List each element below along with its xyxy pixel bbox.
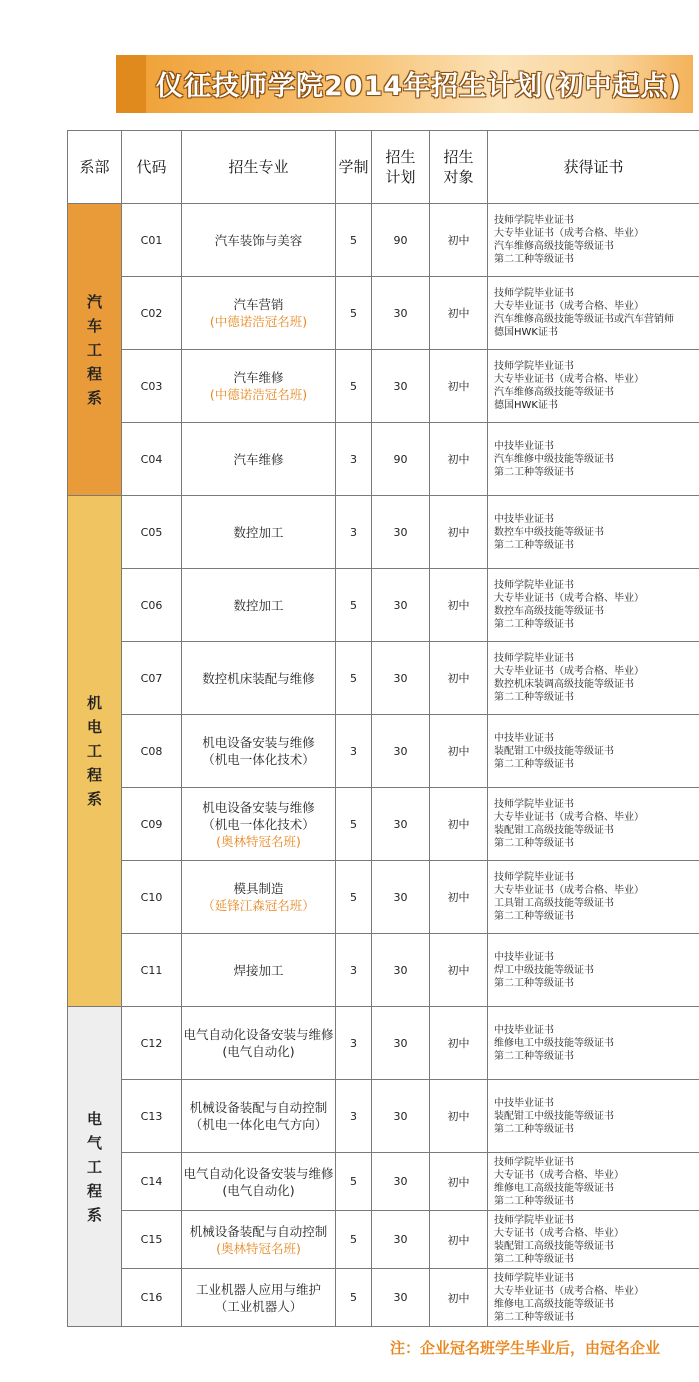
years-cell: 3 bbox=[336, 1007, 372, 1080]
certificate-item: 大专证书（成考合格、毕业） bbox=[494, 1227, 624, 1239]
certificate-item: 第二工种等级证书 bbox=[494, 1311, 574, 1323]
title-banner bbox=[116, 55, 693, 113]
certificates-cell bbox=[488, 277, 699, 350]
certificate-item: 技师学院毕业证书 bbox=[494, 361, 574, 372]
plan-cell: 30 bbox=[372, 1153, 430, 1211]
certificates-cell bbox=[488, 496, 699, 569]
certificate-item: 第二工种等级证书 bbox=[494, 1050, 574, 1062]
certificates-cell bbox=[488, 1269, 699, 1327]
certificate-item: 汽车维修高级技能等级证书 bbox=[494, 241, 614, 252]
target-cell: 初中 bbox=[430, 1269, 488, 1327]
plan-cell: 30 bbox=[372, 1211, 430, 1269]
certificate-item: 大专毕业证书（成考合格、毕业） bbox=[494, 228, 644, 239]
department-cell: 电 气 工 程 系 bbox=[68, 1007, 122, 1327]
code-cell: C12 bbox=[122, 1007, 182, 1080]
header-dept: 系部 bbox=[68, 131, 122, 204]
target-cell: 初中 bbox=[430, 277, 488, 350]
major-cell: 电气自动化设备安装与维修 (电气自动化) bbox=[182, 1153, 336, 1211]
certificate-item: 大专毕业证书（成考合格、毕业） bbox=[494, 885, 644, 896]
major-cell: 焊接加工 bbox=[182, 934, 336, 1007]
table-row bbox=[68, 1153, 699, 1211]
certificates-cell bbox=[488, 788, 699, 861]
major-cell: 机电设备安装与维修 （机电一体化技术） bbox=[182, 715, 336, 788]
years-cell: 3 bbox=[336, 934, 372, 1007]
table-row bbox=[68, 277, 699, 350]
code-cell: C05 bbox=[122, 496, 182, 569]
code-cell: C04 bbox=[122, 423, 182, 496]
header-row bbox=[68, 131, 699, 204]
code-cell: C15 bbox=[122, 1211, 182, 1269]
certificate-item: 大专毕业证书（成考合格、毕业） bbox=[494, 374, 644, 385]
certificates-cell bbox=[488, 204, 699, 277]
code-cell: C02 bbox=[122, 277, 182, 350]
table-row bbox=[68, 204, 699, 277]
certificate-item: 第二工种等级证书 bbox=[494, 911, 574, 922]
target-cell: 初中 bbox=[430, 423, 488, 496]
plan-cell: 90 bbox=[372, 423, 430, 496]
target-cell: 初中 bbox=[430, 204, 488, 277]
major-cell: 工业机器人应用与维护 （工业机器人） bbox=[182, 1269, 336, 1327]
years-cell: 5 bbox=[336, 1211, 372, 1269]
certificate-item: 第二工种等级证书 bbox=[494, 977, 574, 989]
certificate-item: 中技毕业证书 bbox=[494, 513, 554, 525]
target-cell: 初中 bbox=[430, 642, 488, 715]
code-cell: C13 bbox=[122, 1080, 182, 1153]
target-cell: 初中 bbox=[430, 1153, 488, 1211]
code-cell: C01 bbox=[122, 204, 182, 277]
certificate-item: 第二工种等级证书 bbox=[494, 619, 574, 630]
table-row bbox=[68, 350, 699, 423]
certificate-item: 技师学院毕业证书 bbox=[494, 580, 574, 591]
certificate-item: 中技毕业证书 bbox=[494, 1024, 554, 1036]
table-row bbox=[68, 1080, 699, 1153]
target-cell: 初中 bbox=[430, 861, 488, 934]
target-cell: 初中 bbox=[430, 1007, 488, 1080]
table-row bbox=[68, 1007, 699, 1080]
plan-cell: 30 bbox=[372, 788, 430, 861]
target-cell: 初中 bbox=[430, 1080, 488, 1153]
sponsor-label: （延锋江森冠名班） bbox=[202, 898, 315, 913]
certificate-item: 装配钳工中级技能等级证书 bbox=[494, 1110, 614, 1122]
target-cell: 初中 bbox=[430, 1211, 488, 1269]
certificate-item: 焊工中级技能等级证书 bbox=[494, 964, 594, 976]
certificate-item: 汽车维修高级技能等级证书 bbox=[494, 387, 614, 398]
plan-cell: 30 bbox=[372, 715, 430, 788]
certificate-item: 技师学院毕业证书 bbox=[494, 1156, 574, 1168]
years-cell: 5 bbox=[336, 204, 372, 277]
table-row bbox=[68, 715, 699, 788]
certificate-item: 第二工种等级证书 bbox=[494, 758, 574, 770]
code-cell: C11 bbox=[122, 934, 182, 1007]
certificate-item: 汽车维修高级技能等级证书或汽车营销师 bbox=[494, 314, 674, 325]
table-row bbox=[68, 642, 699, 715]
certificate-item: 中技毕业证书 bbox=[494, 732, 554, 744]
header-code: 代码 bbox=[122, 131, 182, 204]
certificate-item: 技师学院毕业证书 bbox=[494, 653, 574, 664]
certificate-item: 大专证书（成考合格、毕业） bbox=[494, 1169, 624, 1181]
header-target: 招生 对象 bbox=[430, 131, 488, 204]
certificate-item: 中技毕业证书 bbox=[494, 440, 554, 452]
header-major: 招生专业 bbox=[182, 131, 336, 204]
sponsor-label: (奥林特冠名班) bbox=[216, 1240, 301, 1256]
certificates-cell bbox=[488, 1153, 699, 1211]
certificate-item: 维修电工高级技能等级证书 bbox=[494, 1298, 614, 1310]
department-cell: 汽 车 工 程 系 bbox=[68, 204, 122, 496]
years-cell: 5 bbox=[336, 1269, 372, 1327]
certificates-cell bbox=[488, 569, 699, 642]
certificate-item: 数控机床装调高级技能等级证书 bbox=[494, 679, 634, 690]
plan-cell: 30 bbox=[372, 277, 430, 350]
major-cell: 机械设备装配与自动控制 (奥林特冠名班) bbox=[182, 1211, 336, 1269]
certificate-item: 技师学院毕业证书 bbox=[494, 799, 574, 810]
major-cell: 数控机床装配与维修 bbox=[182, 642, 336, 715]
target-cell: 初中 bbox=[430, 788, 488, 861]
years-cell: 5 bbox=[336, 569, 372, 642]
certificate-item: 大专毕业证书（成考合格、毕业） bbox=[494, 666, 644, 677]
footnote: 注：企业冠名班学生毕业后，由冠名企业 bbox=[390, 1339, 661, 1357]
years-cell: 3 bbox=[336, 423, 372, 496]
page-title: 仪征技师学院2014年招生计划(初中起点) bbox=[156, 71, 682, 102]
certificate-item: 装配钳工高级技能等级证书 bbox=[494, 825, 614, 836]
major-cell: 电气自动化设备安装与维修 (电气自动化) bbox=[182, 1007, 336, 1080]
certificate-item: 技师学院毕业证书 bbox=[494, 1272, 574, 1284]
sponsor-label: (中德诺浩冠名班) bbox=[209, 387, 308, 402]
plan-cell: 30 bbox=[372, 496, 430, 569]
header-plan: 招生 计划 bbox=[372, 131, 430, 204]
certificate-item: 汽车维修中级技能等级证书 bbox=[494, 453, 614, 465]
table-row bbox=[68, 496, 699, 569]
table-row bbox=[68, 861, 699, 934]
code-cell: C07 bbox=[122, 642, 182, 715]
certificate-item: 维修电工高级技能等级证书 bbox=[494, 1182, 614, 1194]
years-cell: 3 bbox=[336, 496, 372, 569]
major-cell: 数控加工 bbox=[182, 569, 336, 642]
plan-cell: 30 bbox=[372, 642, 430, 715]
certificate-item: 第二工种等级证书 bbox=[494, 1195, 574, 1207]
certificate-item: 第二工种等级证书 bbox=[494, 1123, 574, 1135]
major-cell: 汽车营销 (中德诺浩冠名班) bbox=[182, 277, 336, 350]
table-row bbox=[68, 788, 699, 861]
certificate-item: 技师学院毕业证书 bbox=[494, 288, 574, 299]
certificates-cell bbox=[488, 350, 699, 423]
certificate-item: 技师学院毕业证书 bbox=[494, 1214, 574, 1226]
plan-cell: 30 bbox=[372, 569, 430, 642]
certificate-item: 装配钳工高级技能等级证书 bbox=[494, 1240, 614, 1252]
certificate-item: 大专毕业证书（成考合格、毕业） bbox=[494, 301, 644, 312]
certificate-item: 中技毕业证书 bbox=[494, 1097, 554, 1109]
certificates-cell bbox=[488, 642, 699, 715]
plan-cell: 30 bbox=[372, 1080, 430, 1153]
major-cell: 机电设备安装与维修 （机电一体化技术） (奥林特冠名班) bbox=[182, 788, 336, 861]
sponsor-label: (奥林特冠名班) bbox=[216, 833, 301, 849]
code-cell: C14 bbox=[122, 1153, 182, 1211]
table-row bbox=[68, 934, 699, 1007]
certificate-item: 数控车中级技能等级证书 bbox=[494, 526, 604, 538]
years-cell: 5 bbox=[336, 861, 372, 934]
banner-accent-bar bbox=[116, 55, 146, 113]
certificate-item: 大专毕业证书（成考合格、毕业） bbox=[494, 812, 644, 823]
major-cell: 汽车维修 (中德诺浩冠名班) bbox=[182, 350, 336, 423]
header-years: 学制 bbox=[336, 131, 372, 204]
sponsor-label: (中德诺浩冠名班) bbox=[209, 314, 308, 329]
certificate-item: 德国HWK证书 bbox=[494, 400, 558, 411]
certificate-item: 大专毕业证书（成考合格、毕业） bbox=[494, 593, 644, 604]
major-cell: 汽车维修 bbox=[182, 423, 336, 496]
code-cell: C06 bbox=[122, 569, 182, 642]
plan-cell: 30 bbox=[372, 350, 430, 423]
table-row bbox=[68, 569, 699, 642]
enrollment-table-wrapper bbox=[67, 130, 699, 1330]
table-row bbox=[68, 1211, 699, 1269]
enrollment-table bbox=[67, 130, 699, 1327]
certificate-item: 技师学院毕业证书 bbox=[494, 215, 574, 226]
certificates-cell bbox=[488, 861, 699, 934]
years-cell: 3 bbox=[336, 715, 372, 788]
code-cell: C03 bbox=[122, 350, 182, 423]
department-cell: 机 电 工 程 系 bbox=[68, 496, 122, 1007]
years-cell: 5 bbox=[336, 642, 372, 715]
target-cell: 初中 bbox=[430, 715, 488, 788]
major-cell: 机械设备装配与自动控制 （机电一体化电气方向） bbox=[182, 1080, 336, 1153]
certificate-item: 第二工种等级证书 bbox=[494, 838, 574, 849]
certificate-item: 第二工种等级证书 bbox=[494, 692, 574, 703]
table-row bbox=[68, 1269, 699, 1327]
years-cell: 5 bbox=[336, 788, 372, 861]
certificates-cell bbox=[488, 423, 699, 496]
certificate-item: 第二工种等级证书 bbox=[494, 466, 574, 478]
certificate-item: 中技毕业证书 bbox=[494, 951, 554, 963]
certificate-item: 维修电工中级技能等级证书 bbox=[494, 1037, 614, 1049]
certificate-item: 第二工种等级证书 bbox=[494, 1253, 574, 1265]
certificate-item: 德国HWK证书 bbox=[494, 327, 558, 338]
table-row bbox=[68, 423, 699, 496]
target-cell: 初中 bbox=[430, 934, 488, 1007]
certificates-cell bbox=[488, 1080, 699, 1153]
certificate-item: 第二工种等级证书 bbox=[494, 254, 574, 265]
certificates-cell bbox=[488, 1211, 699, 1269]
plan-cell: 30 bbox=[372, 1269, 430, 1327]
major-cell: 数控加工 bbox=[182, 496, 336, 569]
years-cell: 5 bbox=[336, 350, 372, 423]
code-cell: C09 bbox=[122, 788, 182, 861]
plan-cell: 30 bbox=[372, 934, 430, 1007]
major-cell: 汽车装饰与美容 bbox=[182, 204, 336, 277]
plan-cell: 90 bbox=[372, 204, 430, 277]
certificate-item: 大专毕业证书（成考合格、毕业） bbox=[494, 1285, 644, 1297]
years-cell: 3 bbox=[336, 1080, 372, 1153]
years-cell: 5 bbox=[336, 277, 372, 350]
years-cell: 5 bbox=[336, 1153, 372, 1211]
certificate-item: 工具钳工高级技能等级证书 bbox=[494, 898, 614, 909]
certificates-cell bbox=[488, 1007, 699, 1080]
target-cell: 初中 bbox=[430, 496, 488, 569]
certificate-item: 第二工种等级证书 bbox=[494, 539, 574, 551]
certificates-cell bbox=[488, 934, 699, 1007]
certificate-item: 数控车高级技能等级证书 bbox=[494, 606, 604, 617]
code-cell: C10 bbox=[122, 861, 182, 934]
code-cell: C08 bbox=[122, 715, 182, 788]
certificates-cell bbox=[488, 715, 699, 788]
major-cell: 模具制造 （延锋江森冠名班） bbox=[182, 861, 336, 934]
code-cell: C16 bbox=[122, 1269, 182, 1327]
target-cell: 初中 bbox=[430, 350, 488, 423]
certificate-item: 装配钳工中级技能等级证书 bbox=[494, 745, 614, 757]
plan-cell: 30 bbox=[372, 1007, 430, 1080]
target-cell: 初中 bbox=[430, 569, 488, 642]
plan-cell: 30 bbox=[372, 861, 430, 934]
header-certs: 获得证书 bbox=[488, 131, 699, 204]
certificate-item: 技师学院毕业证书 bbox=[494, 872, 574, 883]
